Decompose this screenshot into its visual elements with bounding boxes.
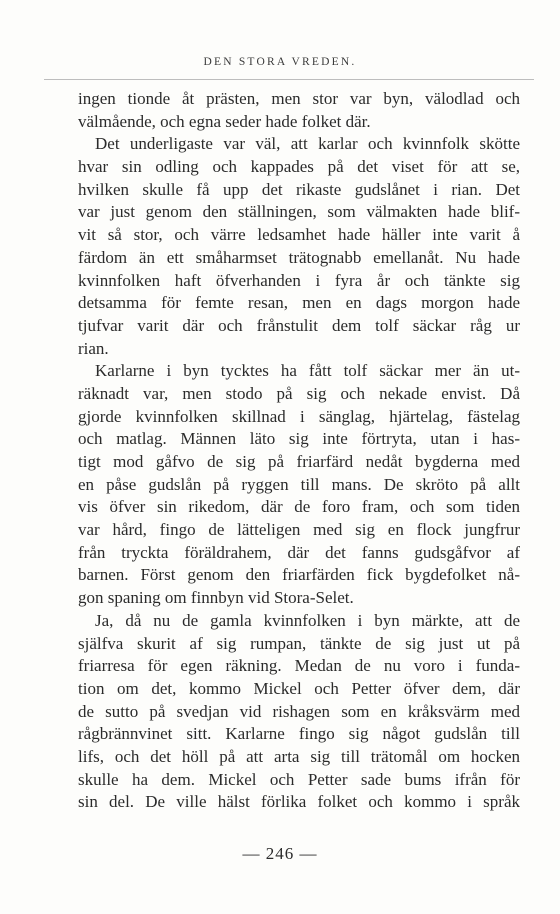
page-number: — 246 — bbox=[242, 844, 318, 863]
text-line: var just genom den ställningen, som välmakten hade blif- bbox=[78, 202, 520, 222]
text-line: gon spaning om finnbyn vid Stora-Selet. bbox=[78, 588, 354, 608]
text-line: hvilken skulle få upp det rikaste gudslånet i rian. Det bbox=[78, 179, 520, 199]
text-line: gjorde kvinnfolken skillnad i sänglag, hjärtelag, fästelag bbox=[78, 406, 520, 426]
text-line: friarresa för egen räkning. Medan de nu voro i funda- bbox=[78, 656, 520, 676]
text-line: från tryckta föräldrahem, där det fanns gudsgåfvor af bbox=[78, 542, 520, 562]
running-head: DEN STORA VREDEN. bbox=[203, 56, 357, 68]
text-line: Ja, då nu de gamla kvinnfolken i byn märkte, att de bbox=[95, 610, 520, 630]
text-line: kvinnfolken haft öfverhanden i fyra år och tänkte sig bbox=[78, 270, 520, 290]
text-line: vis öfver sin rikedom, där de foro fram, och som tiden bbox=[78, 497, 520, 517]
text-line: välmående, och egna seder hade folket där. bbox=[78, 111, 371, 131]
text-line: ingen tionde åt prästen, men stor var byn, välodlad och bbox=[78, 89, 520, 108]
text-line: själfva skurit af sig rumpan, tänkte de sig just ut på bbox=[78, 633, 520, 653]
text-line: hvar sin odling och kappades på det viset för att se, bbox=[78, 157, 520, 177]
text-line: vit så stor, och värre ledsamhet hade häller inte varit å bbox=[78, 225, 520, 245]
text-line: räknadt var, men stodo på sig och nekade envist. Då bbox=[78, 383, 520, 403]
header-rule bbox=[44, 79, 534, 80]
text-line: skulle ha dem. Mickel och Petter sade bums ifrån för bbox=[78, 769, 520, 789]
text-line: Karlarne i byn tycktes ha fått tolf säckar mer än ut- bbox=[95, 361, 520, 381]
text-line: sin del. De ville hälst förlika folket och kommo i språk bbox=[78, 792, 520, 812]
text-line: rågbrännvinet sitt. Karlarne fingo sig något gudslån till bbox=[78, 724, 520, 744]
text-line: färdom än ett småharmset trätognabb emellanåt. Nu hade bbox=[78, 247, 520, 267]
text-line: de sutto på svedjan vid rishagen som en kråksvärm med bbox=[78, 701, 520, 721]
text-line: Det underligaste var väl, att karlar och kvinnfolk skötte bbox=[95, 134, 520, 154]
text-line: tion om det, kommo Mickel och Petter öfver dem, där bbox=[78, 678, 520, 698]
text-line: var hård, fingo de lätteligen med sig en flock jungfrur bbox=[78, 520, 520, 540]
text-line: tjufvar varit där och frånstulit dem tolf säckar råg ur bbox=[78, 315, 520, 335]
text-line: detsamma för femte resan, men en dags morgon hade bbox=[78, 293, 520, 313]
text-line: tigt mod gåfvo de sig på friarfärd nedåt bygderna med bbox=[78, 452, 520, 471]
text-line: en påse gudslån på ryggen till mans. De skröto på allt bbox=[78, 474, 520, 494]
text-line: lifs, och det höll på att arta sig till trätomål om hocken bbox=[78, 746, 520, 766]
text-line: rian. bbox=[78, 338, 109, 358]
text-line: barnen. Först genom den friarfärden fick bygdefolket nå- bbox=[78, 565, 520, 585]
text-line: och matlag. Männen läto sig inte förtryta, utan i has- bbox=[78, 429, 520, 449]
body-text bbox=[78, 88, 520, 814]
